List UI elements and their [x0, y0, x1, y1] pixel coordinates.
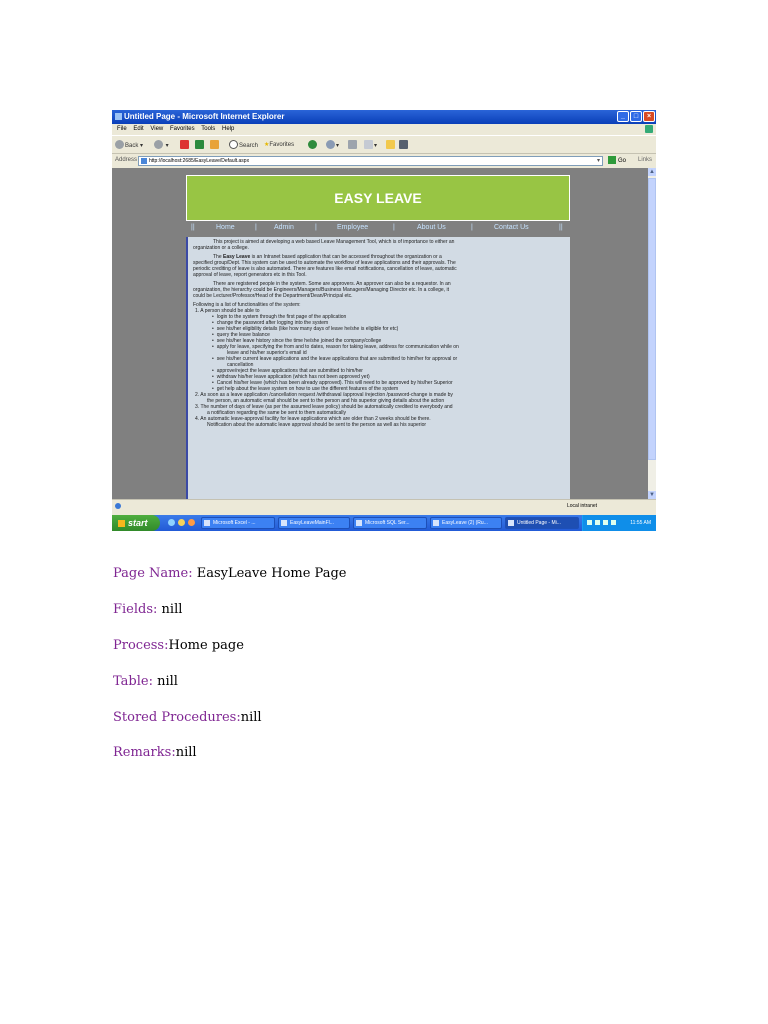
- field-value: nill: [240, 710, 262, 725]
- quicklaunch-icon[interactable]: [168, 519, 175, 526]
- list-item: 3. The number of days of leave (as per the assumed leave policy) should be automatically credited to everybody and: [195, 404, 453, 410]
- tray-icon[interactable]: [587, 520, 592, 525]
- search-icon: [229, 140, 238, 149]
- bullet-item: • see his/her current leave applications and the leave applications that are submitted to him/her for approval or: [193, 356, 570, 362]
- field-value: Home page: [168, 638, 244, 653]
- nav-admin-link[interactable]: Admin: [274, 224, 294, 231]
- taskbar-item-untitled-page[interactable]: Untitled Page - Mi...: [505, 517, 579, 529]
- search-button[interactable]: Search: [229, 140, 258, 150]
- refresh-button[interactable]: [195, 140, 205, 150]
- field-remarks: [113, 745, 197, 760]
- menu-tools[interactable]: Tools: [201, 126, 216, 132]
- system-tray: [582, 515, 656, 531]
- address-input[interactable]: http://localhost:2685/EasyLeave/Default.aspx: [138, 156, 603, 166]
- quicklaunch-icon[interactable]: [188, 519, 195, 526]
- mail-button[interactable]: ▾: [326, 140, 339, 150]
- bullet-item: • query the leave balance: [193, 332, 570, 338]
- links-button[interactable]: Links: [638, 157, 653, 163]
- scroll-up-icon[interactable]: ▲: [649, 169, 655, 175]
- address-label: Address: [115, 157, 138, 163]
- bullet-continuation: cancellation: [227, 362, 254, 368]
- field-fields: [113, 602, 182, 617]
- field-value: EasyLeave Home Page: [192, 566, 347, 581]
- intro-text: organization or a college.: [193, 245, 249, 251]
- page-viewport: [112, 168, 648, 499]
- functionality-heading: Following is a list of functionalities of the system:: [193, 302, 301, 308]
- nav-separator: |: [315, 224, 317, 231]
- security-zone: Local intranet: [567, 503, 598, 509]
- bullet-item: • change the password after logging into the system: [193, 320, 570, 326]
- nav-about-link[interactable]: About Us: [417, 224, 446, 231]
- mail-icon: [326, 140, 335, 149]
- stop-button[interactable]: [180, 140, 190, 150]
- print-button[interactable]: [348, 140, 358, 150]
- list-item: 2. As soon as a leave application /cancellation request /withdrawal /approval /rejection /password-change is made by: [195, 392, 453, 398]
- field-label: Stored Procedures:: [113, 710, 241, 725]
- edit-icon: [364, 140, 373, 149]
- field-process: [113, 638, 244, 653]
- list-item-continuation: the person, an automatic email should be sent to the person and his superior giving details about the action: [207, 398, 445, 404]
- field-page-name: [113, 566, 346, 581]
- menu-edit[interactable]: Edit: [133, 126, 144, 132]
- start-button[interactable]: start: [112, 515, 160, 531]
- intro-text: organization, the hierarchy could be Engineers/Managers/Business Managers/Managing Director etc. In a college, it: [193, 287, 449, 293]
- history-button[interactable]: [308, 140, 318, 150]
- refresh-icon: [195, 140, 204, 149]
- browser-screenshot: [112, 110, 656, 531]
- list-item: 4. An automatic leave-approval facility for leave applications which are older than 2 weeks should be there.: [195, 416, 431, 422]
- back-icon: [115, 140, 124, 149]
- intro-text: approval of leave, report generators etc in this Tool.: [193, 272, 307, 278]
- intro-text: specified group/Dept. This system can be used to automate the workflow of leave applications and their approvals. The: [193, 260, 456, 266]
- bullet-item: • see his/her leave history since the time he/she joined the company/college: [193, 338, 570, 344]
- title-bar: [112, 110, 656, 124]
- history-icon: [308, 140, 317, 149]
- field-label: Fields:: [113, 602, 158, 617]
- nav-contact-link[interactable]: Contact Us: [494, 224, 529, 231]
- back-button[interactable]: Back ▾: [115, 140, 143, 150]
- intro-text: periodic crediting of leave is also automated. There are features like email notifications, cancellation of leave, automatic: [193, 266, 457, 272]
- favorites-icon: ★: [264, 142, 270, 148]
- tray-icon[interactable]: [603, 520, 608, 525]
- bullet-item: • apply for leave, specifying the from and to dates, reason for taking leave, address for communication while on: [193, 344, 570, 350]
- status-bar: [112, 499, 656, 515]
- nav-home-link[interactable]: Home: [216, 224, 235, 231]
- scroll-thumb[interactable]: [648, 178, 656, 460]
- field-value: nill: [152, 674, 178, 689]
- taskbar-item-excel[interactable]: Microsoft Excel - ...: [201, 517, 275, 529]
- bullet-item: • approve/reject the leave applications that are submitted to him/her: [193, 368, 570, 374]
- minimize-button[interactable]: _: [617, 111, 629, 122]
- nav-separator: ||: [559, 224, 563, 231]
- bullet-item: • Cancel his/her leave (which has been already approved). This will need to be approved by his/her Superior: [193, 380, 570, 386]
- menu-file[interactable]: File: [117, 126, 127, 132]
- folder-button[interactable]: [386, 140, 396, 150]
- tray-icon[interactable]: [611, 520, 616, 525]
- taskbar: [112, 515, 656, 531]
- toolbar: [112, 135, 656, 154]
- intro-text: could be Lecturer/Professor/Head of the Department/Dean/Principal etc.: [193, 293, 353, 299]
- intro-text: This project is aimed at developing a web based Leave Management Tool, which is of importance to either an: [213, 239, 455, 245]
- menu-help[interactable]: Help: [221, 126, 235, 132]
- vertical-scrollbar[interactable]: [648, 168, 656, 499]
- bullet-continuation: leave and his/her superior's email id: [227, 350, 307, 356]
- menu-view[interactable]: View: [150, 126, 164, 132]
- field-label: Table:: [113, 674, 153, 689]
- go-button[interactable]: Go: [608, 156, 626, 164]
- close-button[interactable]: ×: [643, 111, 655, 122]
- print-icon: [348, 140, 357, 149]
- field-stored-procedures: [113, 710, 262, 725]
- taskbar-item-easyleave-main[interactable]: EasyLeaveMainFl...: [278, 517, 350, 529]
- list-item: 1. A person should be able to: [195, 308, 260, 314]
- bullet-item: • get help about the leave system on how to use the different features of the system: [193, 386, 570, 392]
- forward-icon: [154, 140, 163, 149]
- go-arrow-icon: [608, 156, 616, 164]
- favorites-button[interactable]: ★Favorites: [264, 142, 295, 148]
- nav-separator: |: [393, 224, 395, 231]
- list-item-continuation: Notification about the automatic leave approval should be sent to the person as well as his superior: [207, 422, 427, 428]
- address-bar: [112, 154, 656, 168]
- nav-separator: |: [255, 224, 257, 231]
- field-value: nill: [175, 745, 197, 760]
- windows-logo-icon: [645, 125, 653, 133]
- product-name: Easy Leave: [223, 254, 251, 260]
- page-status-icon: [115, 503, 121, 509]
- edit-button[interactable]: ▾: [364, 140, 377, 150]
- maximize-button[interactable]: □: [630, 111, 642, 122]
- forward-button[interactable]: ▾: [154, 140, 169, 150]
- content-panel: [186, 237, 570, 499]
- menu-favorites[interactable]: Favorites: [169, 126, 195, 132]
- nav-separator: |: [471, 224, 473, 231]
- scroll-down-icon[interactable]: ▼: [649, 492, 655, 498]
- tray-icon[interactable]: [595, 520, 600, 525]
- bullet-item: • see his/her eligibility details (like how many days of leave he/she is eligible for etc): [193, 326, 570, 332]
- intro-text: The Easy Leave is an Intranet based application that can be accessed throughout the organization or a: [213, 254, 442, 260]
- field-value: nill: [157, 602, 183, 617]
- home-icon: [210, 140, 219, 149]
- research-icon: [399, 140, 408, 149]
- taskbar-item-sql-server[interactable]: Microsoft SQL Ser...: [353, 517, 427, 529]
- nav-separator: ||: [191, 224, 195, 231]
- site-nav: [186, 222, 570, 234]
- taskbar-item-easyleave-running[interactable]: EasyLeave (2) (Ru...: [430, 517, 502, 529]
- research-button[interactable]: [399, 140, 409, 150]
- field-label: Remarks:: [113, 745, 176, 760]
- folder-icon: [386, 140, 395, 149]
- home-button[interactable]: [210, 140, 220, 150]
- stop-icon: [180, 140, 189, 149]
- bullet-item: • login to the system through the first page of the application: [193, 314, 570, 320]
- intro-text: There are registered people in the system. Some are approvers. An approver can also be a requestor. In an: [213, 281, 451, 287]
- field-label: Page Name:: [113, 566, 193, 581]
- windows-flag-icon: [118, 520, 125, 527]
- list-item-continuation: a notification regarding the same be sent to them automatically: [207, 410, 346, 416]
- site-banner: EASY LEAVE: [186, 175, 570, 221]
- bullet-item: • withdraw his/her leave application (which has not been approved yet): [193, 374, 570, 380]
- menu-bar: [112, 124, 656, 134]
- quicklaunch-icon[interactable]: [178, 519, 185, 526]
- address-dropdown-icon[interactable]: ▾: [597, 158, 601, 164]
- ie-icon: [115, 113, 122, 120]
- field-label: Process:: [113, 638, 169, 653]
- nav-employee-link[interactable]: Employee: [337, 224, 369, 231]
- field-table: [113, 674, 178, 689]
- page-icon: [141, 158, 147, 164]
- window-title: Untitled Page - Microsoft Internet Explorer: [124, 112, 285, 121]
- clock: 11:55 AM: [630, 520, 651, 526]
